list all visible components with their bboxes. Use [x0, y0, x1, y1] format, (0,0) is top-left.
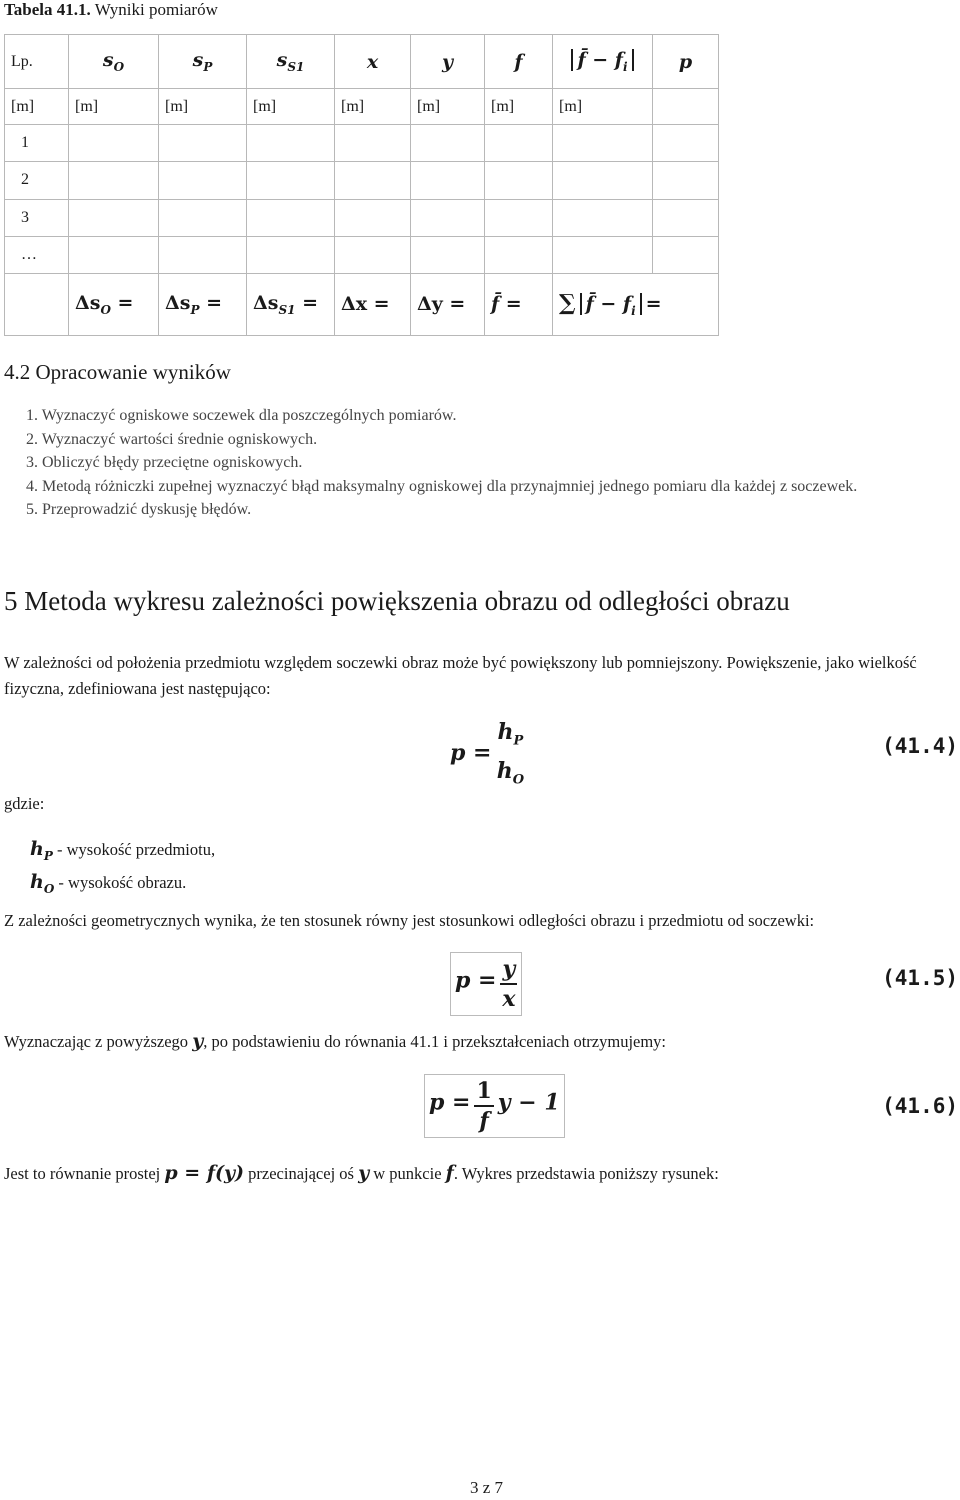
list-item: 5. Przeprowadzić dyskusję błędów.	[26, 501, 252, 518]
table-row	[5, 125, 719, 162]
list-item: 4. Metodą różniczki zupełnej wyznaczyć błąd maksymalny ogniskowej dla przynajmniej jednego pomiaru dla każdej z soczewek.	[26, 477, 858, 495]
table-row	[5, 199, 719, 236]
header-lp: Lp.	[5, 35, 69, 89]
header-y: y	[411, 35, 485, 89]
delta-x: Δx =	[335, 273, 411, 335]
equation-41-5: p = $\frac{y}{x}$	[450, 952, 522, 1016]
equation-number-41-4: (41.4)	[882, 734, 958, 758]
symbol-definitions	[30, 836, 215, 902]
unit-cell: [m]	[411, 89, 485, 125]
unit-cell: [m]	[69, 89, 159, 125]
table-row	[5, 162, 719, 199]
header-f: f	[485, 35, 553, 89]
equation-number-41-6: (41.6)	[882, 1094, 958, 1118]
delta-sp: $\Delta s_P$ =	[159, 273, 247, 335]
unit-cell: [m]	[485, 89, 553, 125]
equation-41-4: p = $\frac{h_P}{h_O}$	[450, 719, 525, 788]
task-list	[8, 404, 938, 522]
geometry-paragraph: Z zależności geometrycznych wynika, że ten stosunek równy jest stosunkowi odległości obrazu i przedmiotu od soczewki:	[4, 911, 815, 930]
row-number: 3	[5, 199, 69, 236]
table-row	[5, 236, 719, 273]
list-item: 2. Wyznaczyć wartości średnie ogniskowych.	[26, 430, 318, 448]
header-sp: $s_P$	[159, 35, 247, 89]
delta-so: $\Delta s_O$ =	[69, 273, 159, 335]
unit-cell: [m]	[159, 89, 247, 125]
header-ss1: $s_{S1}$	[247, 35, 335, 89]
table-caption	[4, 0, 218, 20]
row-number: 2	[5, 162, 69, 199]
intro-paragraph: W zależności od położenia przedmiotu względem soczewki obraz może być powiększony lub pomniejszony. Powiększenie, jako wielkość fizyczna, zdefiniowana jest następująco:	[4, 653, 917, 698]
closing-paragraph: Jest to równanie prostej p = f(y) przecinającej oś y w punkcie f. Wykres przedstawia poniższy rysunek:	[4, 1162, 719, 1184]
section-title-4-2: 4.2 Opracowanie wyników	[4, 360, 231, 384]
results-table	[4, 34, 719, 336]
unit-cell: [m]	[5, 89, 69, 125]
table-units-row	[5, 89, 719, 125]
equation-number-41-5: (41.5)	[882, 966, 958, 990]
header-so: $s_O$	[69, 35, 159, 89]
delta-y: Δy =	[411, 273, 485, 335]
list-item: 1. Wyznaczyć ogniskowe soczewek dla poszczególnych pomiarów.	[26, 407, 457, 424]
unit-cell: [m]	[335, 89, 411, 125]
row-number: 1	[5, 125, 69, 162]
unit-cell: [m]	[247, 89, 335, 125]
table-caption-label: Tabela 41.1.	[4, 0, 91, 19]
section-title-5: 5 Metoda wykresu zależności powiększenia obrazu od odległości obrazu	[4, 586, 790, 616]
header-abs-diff: f̄ − $f_i$	[553, 35, 653, 89]
delta-ss1: $\Delta s_{S1}$ =	[247, 273, 335, 335]
mean-f: f̄ =	[485, 273, 553, 335]
unit-cell: [m]	[553, 89, 653, 125]
gdzie-label: gdzie:	[4, 794, 45, 813]
table-header-row	[5, 35, 719, 89]
table-delta-row	[5, 273, 719, 335]
definition-hp: $h_P$ - wysokość przedmiotu,	[30, 838, 216, 863]
definition-ho: $h_O$ - wysokość obrazu.	[30, 870, 187, 896]
equation-41-6: p = $\frac{1}{f}$ y − 1	[424, 1074, 565, 1138]
table-caption-text: Wyniki pomiarów	[94, 0, 218, 19]
list-item: 3. Obliczyć błędy przeciętne ogniskowych.	[26, 454, 303, 471]
derivation-paragraph: Wyznaczając z powyższego y, po podstawieniu do równania 41.1 i przekształceniach otrzymujemy:	[4, 1030, 667, 1052]
header-x: x	[335, 35, 411, 89]
row-number: …	[5, 236, 69, 273]
header-p: p	[653, 35, 719, 89]
page-number: 3 z 7	[470, 1478, 504, 1497]
sum-abs-diff: ∑ f̄ − $f_i$ =	[553, 273, 719, 335]
unit-cell	[653, 89, 719, 125]
